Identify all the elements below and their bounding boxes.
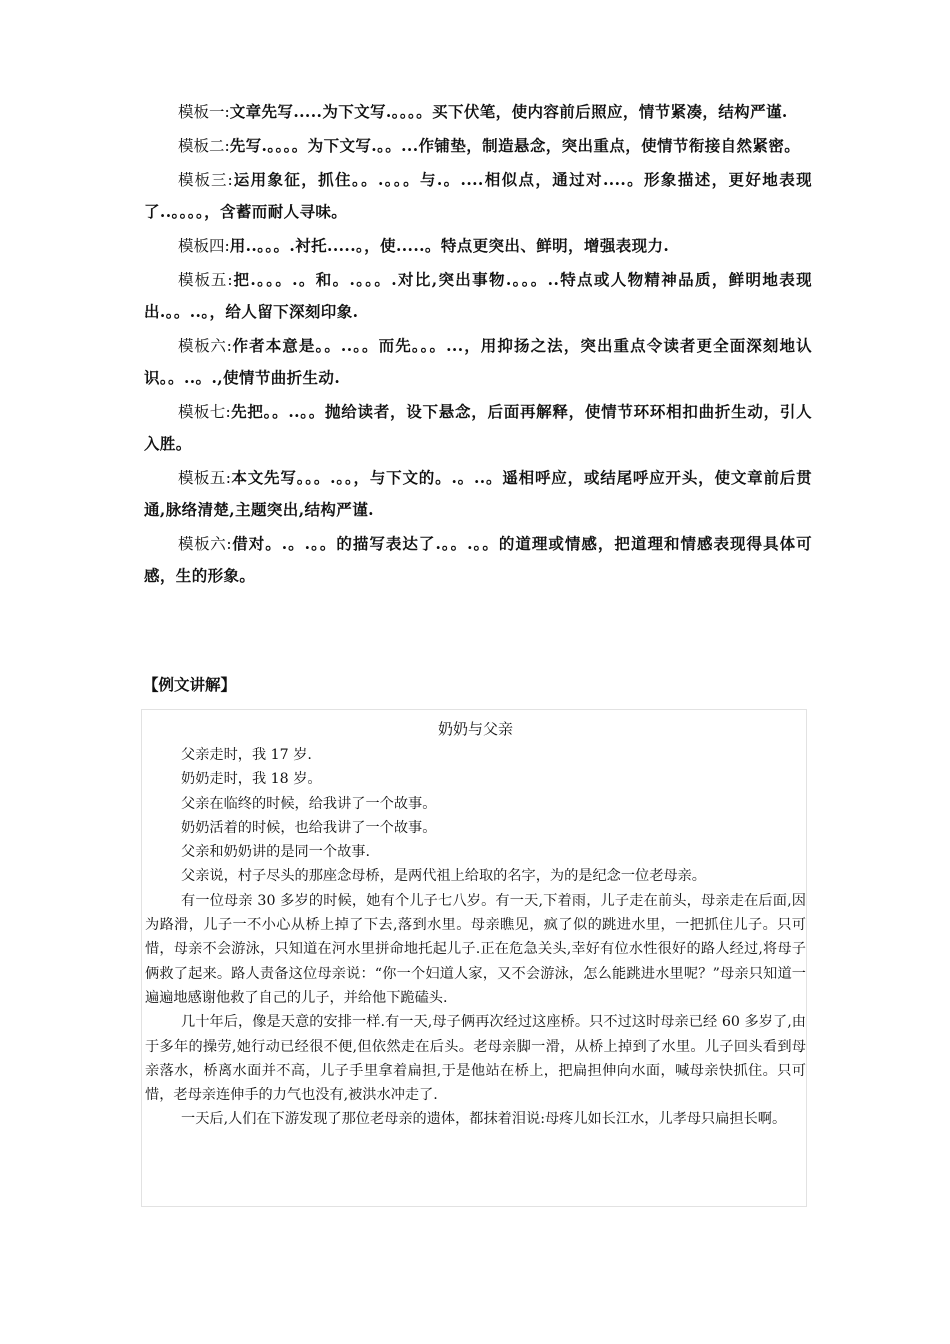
template-text: 本文先写。。。.。。，与下文的。.。..。遥相呼应，或结尾呼应开头，使文章前后贯通,脉络清楚,主题突出,结构严谨. (144, 468, 812, 519)
template-label: 模板五: (178, 271, 233, 289)
template-text: 运用象征，抓住。。.。。。与.。....相似点，通过对....。形象描述，更好地表现了..。。。。，含蓄而耐人寻味。 (144, 170, 812, 221)
template-item (144, 96, 812, 128)
template-item (144, 130, 812, 162)
template-label: 模板三: (178, 171, 233, 189)
template-label: 模板七: (178, 403, 231, 421)
template-label: 模板四: (178, 237, 230, 255)
template-text: 用..。。。.衬托.....。，使.....。特点更突出、鲜明，增强表现力. (229, 236, 670, 255)
template-text: 先把。。..。。抛给读者，设下悬念，后面再解释，使情节环环相扣曲折生动，引人入胜。 (144, 402, 812, 453)
template-label: 模板六: (178, 535, 232, 553)
essay-box (141, 709, 807, 1207)
template-text: 借对。.。.。。的描写表达了.。。.。。的道理或情感，把道理和情感表现得具体可感，生的形象。 (144, 534, 812, 585)
template-item (144, 264, 812, 328)
essay-paragraph: 父亲在临终的时候，给我讲了一个故事。 (181, 795, 437, 812)
template-label: 模板六: (178, 337, 232, 355)
template-label: 模板一: (178, 103, 230, 121)
template-text: 把.。。。.。和。.。。。.对比,突出事物.。。。..特点或人物精神品质，鲜明地表现出.。。..。，给人留下深刻印象. (144, 270, 812, 321)
template-item (144, 396, 812, 460)
template-item (144, 164, 812, 228)
essay-paragraph: 一天后,人们在下游发现了那位老母亲的遗体，都抹着泪说:母疼儿如长江水，儿孝母只扁担长啊。 (181, 1111, 787, 1128)
template-label: 模板五: (178, 469, 231, 487)
template-text: 先写.。。。。为下文写.。。...作铺垫，制造悬念，突出重点，使情节衔接自然紧密。 (229, 136, 801, 155)
essay-paragraph: 几十年后，像是天意的安排一样.有一天,母子俩再次经过这座桥。只不过这时母亲已经 60 多岁了,由于多年的操劳,她行动已经很不便,但依然走在后头。老母亲脚一滑，从桥上掉到了水里。儿子回头看到母亲落水，桥离水面并不高，儿子手里拿着扁担,于是他站在桥上，把扁担伸向水面，喊母亲快抓住。只可惜，老母亲连伸手的力气也没有,被洪水冲走了. (145, 1014, 806, 1104)
template-item (144, 528, 812, 592)
essay-paragraph: 父亲说，村子尽头的那座念母桥，是两代祖上给取的名字，为的是纪念一位老母亲。 (181, 868, 706, 885)
template-item (144, 462, 812, 526)
template-item (144, 230, 812, 262)
template-label: 模板二: (178, 137, 230, 155)
template-item (144, 330, 812, 394)
essay-paragraph: 父亲走时，我 17 岁. (181, 747, 312, 763)
template-list (144, 96, 812, 594)
essay-paragraph: 父亲和奶奶讲的是同一个故事. (181, 844, 370, 861)
essay-paragraph: 奶奶活着的时候，也给我讲了一个故事。 (181, 819, 437, 836)
essay-paragraph: 奶奶走时，我 18 岁。 (181, 771, 322, 788)
template-text: 作者本意是。。..。。而先。。。...，用抑扬之法，突出重点令读者更全面深刻地认识。。..。.,使情节曲折生动. (144, 336, 812, 387)
template-text: 文章先写.....为下文写.。。。。买下伏笔，使内容前后照应，情节紧凑，结构严谨. (229, 102, 788, 121)
section-heading: 【例文讲解】 (143, 676, 237, 694)
essay-title: 奶奶与父亲 (437, 720, 513, 738)
essay-paragraph: 有一位母亲 30 多岁的时候，她有个儿子七八岁。有一天,下着雨，儿子走在前头，母亲走在后面,因为路滑，儿子一不小心从桥上掉了下去,落到水里。母亲瞧见，疯了似的跳进水里，一把抓住儿子。只可惜，母亲不会游泳，只知道在河水里拼命地托起儿子.正在危急关头,幸好有位水性很好的路人经过,将母子俩救了起来。路人责备这位母亲说：“你一个妇道人家，又不会游泳，怎么能跳进水里呢？”母亲只知道一遍遍地感谢他救了自己的儿子，并给他下跪磕头. (145, 892, 806, 1006)
